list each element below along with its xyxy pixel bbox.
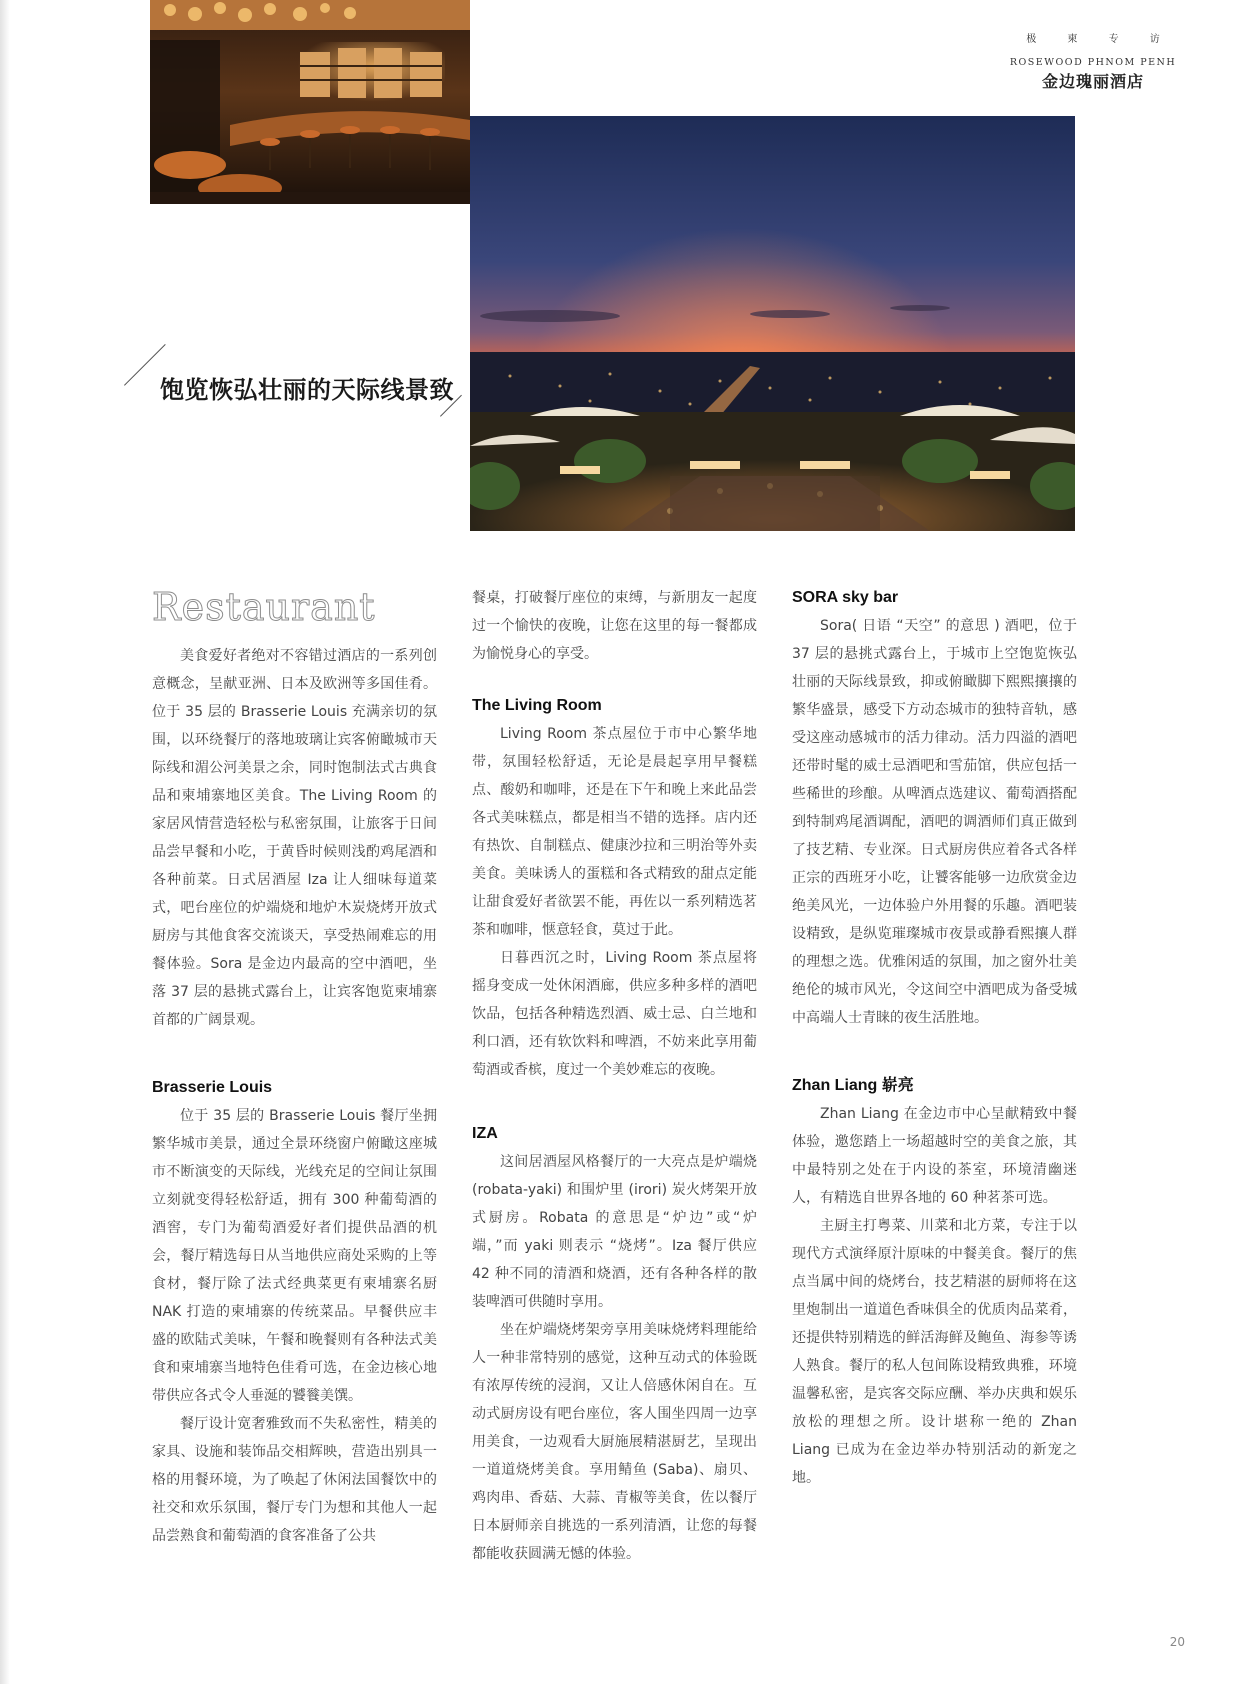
brasserie-heading: Brasserie Louis bbox=[152, 1079, 273, 1096]
restaurant-intro: 美食爱好者绝对不容错过酒店的一系列创意概念，呈献亚洲、日本及欧洲等多国佳肴。位于 35 层的 Brasserie Louis 充满亲切的氛围，以环绕餐厅的落地玻璃让宾客俯瞰城市天际线和湄公河美景之余，同时饱制法式古典食品和柬埔寨地区美食。The Living Room 的家居风情营造轻松与私密氛围，让旅客于日间品尝早餐和小吃，于黄昏时候则浅酌鸡尾酒和各种前菜。日式居酒屋 Iza 让人细味每道菜式，吧台座位的炉端烧和地炉木炭烧烤开放式厨房与其他食客交流谈天，享受热闹难忘的用餐体验。Sora 是金边内最高的空中酒吧，坐落 37 层的悬挑式露台上，让宾客饱览柬埔寨首都的广阔景观。 bbox=[152, 648, 437, 1028]
brasserie-paragraph-1: 位于 35 层的 Brasserie Louis 餐厅坐拥繁华城市美景，通过全景环绕窗户俯瞰这座城市不断演变的天际线，光线充足的空间让氛围立刻就变得轻松舒适，拥有 300 种葡萄酒的酒窖，专门为葡萄酒爱好者们提供品酒的机会，餐厅精选每日从当地供应商处采购的上等食材，餐厅除了法式经典菜更有柬埔寨名厨 NAK 打造的柬埔寨的传统菜品。早餐供应丰盛的欧陆式美味，午餐和晚餐则有各种法式美食和柬埔寨当地特色佳肴可选，在金边核心地带供应各式令人垂涎的饕餮美馔。 bbox=[152, 1108, 437, 1404]
iza-paragraph-2: 坐在炉端烧烤架旁享用美味烧烤料理能给人一种非常特别的感觉，这种互动式的体验既有浓厚传统的浸润，又让人倍感休闲自在。互动式厨房设有吧台座位，客人围坐四周一边享用美食，一边观看大厨施展精湛厨艺，呈现出一道道烧烤美食。享用鲭鱼 (Saba)、扇贝、鸡肉串、香菇、大蒜、青椒等美食，佐以餐厅日本厨师亲自挑选的一系列清酒，让您的每餐都能收获圆满无憾的体验。 bbox=[472, 1322, 757, 1562]
page-gutter-shadow bbox=[0, 0, 10, 1684]
page-headline: 饱览恢弘壮丽的天际线景致 bbox=[160, 375, 454, 404]
zhan-liang-paragraph-2: 主厨主打粤菜、川菜和北方菜，专注于以现代方式演绎原汁原味的中餐美食。餐厅的焦点当属中间的烧烤台，技艺精湛的厨师将在这里炮制出一道道色香味俱全的优质肉品菜肴，还提供特别精选的鲜活海鲜及鲍鱼、海参等诱人熟食。餐厅的私人包间陈设精致典雅，环境温馨私密，是宾客交际应酬、举办庆典和娱乐放松的理想之所。设计堪称一绝的 Zhan Liang 已成为在金边举办特别活动的新宠之地。 bbox=[792, 1218, 1077, 1486]
restaurant-title: Restaurant bbox=[152, 585, 376, 629]
page-number: 20 bbox=[1169, 1635, 1185, 1649]
brasserie-paragraph-2-continued: 餐桌，打破餐厅座位的束缚，与新朋友一起度过一个愉快的夜晚，让您在这里的每一餐都成为愉悦身心的享受。 bbox=[472, 590, 757, 662]
hotel-name-english: ROSEWOOD PHNOM PENH bbox=[1009, 57, 1177, 68]
column-left bbox=[152, 585, 437, 1550]
living-room-paragraph-1: Living Room 茶点屋位于市中心繁华地带，氛围轻松舒适，无论是晨起享用早餐糕点、酸奶和咖啡，还是在下午和晚上来此品尝各式美味糕点，都是相当不错的选择。店内还有热饮、自制糕点、健康沙拉和三明治等外卖美食。美味诱人的蛋糕和各式精致的甜点定能让甜食爱好者欲罢不能，再佐以一系列精选茗茶和咖啡，惬意轻食，莫过于此。 bbox=[472, 726, 757, 938]
iza-paragraph-1: 这间居酒屋风格餐厅的一大亮点是炉端烧 (robata-yaki) 和围炉里 (irori) 炭火烤架开放式厨房。Robata 的意思是“炉边”或“炉端，”而 yaki 则表示 “烧烤”。Iza 餐厅供应 42 种不同的清酒和烧酒，还有各种各样的散装啤酒可供随时享用。 bbox=[472, 1154, 757, 1310]
living-room-paragraph-2: 日暮西沉之时，Living Room 茶点屋将摇身变成一处休闲酒廊，供应多种多样的酒吧饮品，包括各种精选烈酒、威士忌、白兰地和利口酒，还有软饮料和啤酒，不妨来此享用葡萄酒或香槟，度过一个美妙难忘的夜晚。 bbox=[472, 950, 757, 1078]
column-middle bbox=[472, 584, 757, 1568]
hotel-name-chinese: 金边瑰丽酒店 bbox=[1041, 72, 1144, 91]
bar-interior-photo bbox=[150, 0, 470, 204]
sora-heading: SORA sky bar bbox=[792, 589, 899, 606]
brasserie-paragraph-2: 餐厅设计宽奢雅致而不失私密性，精美的家具、设施和装饰品交相辉映，营造出别具一格的用餐环境，为了唤起了休闲法国餐饮中的社交和欢乐氛围，餐厅专门为想和其他人一起品尝熟食和葡萄酒的食客准备了公共 bbox=[152, 1416, 437, 1544]
living-room-heading: The Living Room bbox=[472, 697, 602, 714]
masthead bbox=[993, 30, 1193, 92]
iza-heading: IZA bbox=[472, 1125, 498, 1142]
section-kicker: 极 柬 专 访 bbox=[1026, 34, 1174, 45]
zhan-liang-paragraph-1: Zhan Liang 在金边市中心呈献精致中餐体验，邀您踏上一场超越时空的美食之旅，其中最特别之处在于内设的茶室，环境清幽迷人，有精选自世界各地的 60 种茗茶可选。 bbox=[792, 1106, 1077, 1206]
rooftop-skyline-sunset-photo bbox=[470, 116, 1075, 531]
column-right bbox=[792, 584, 1077, 1492]
zhan-liang-heading: Zhan Liang 崭亮 bbox=[792, 1077, 914, 1094]
sora-paragraph-1: Sora( 日语 “天空” 的意思 ) 酒吧，位于 37 层的悬挑式露台上，于城市上空饱览恢弘壮丽的天际线景致，抑或俯瞰脚下熙熙攘攘的繁华盛景，感受下方动态城市的独特音轨，感受这座动感城市的活力律动。活力四溢的酒吧还带时髦的威士忌酒吧和雪茄馆，供应包括一些稀世的珍酿。从啤酒点选建议、葡萄酒搭配到特制鸡尾酒调配，酒吧的调酒师们真正做到了技艺精、专业深。日式厨房供应着各式各样正宗的西班牙小吃，让饕客能够一边欣赏金边绝美风光，一边体验户外用餐的乐趣。酒吧装设精致，是纵览璀璨城市夜景或静看熙攘人群的理想之选。优雅闲适的氛围，加之窗外壮美绝伦的城市风光，令这间空中酒吧成为备受城中高端人士青睐的夜生活胜地。 bbox=[792, 618, 1077, 1026]
